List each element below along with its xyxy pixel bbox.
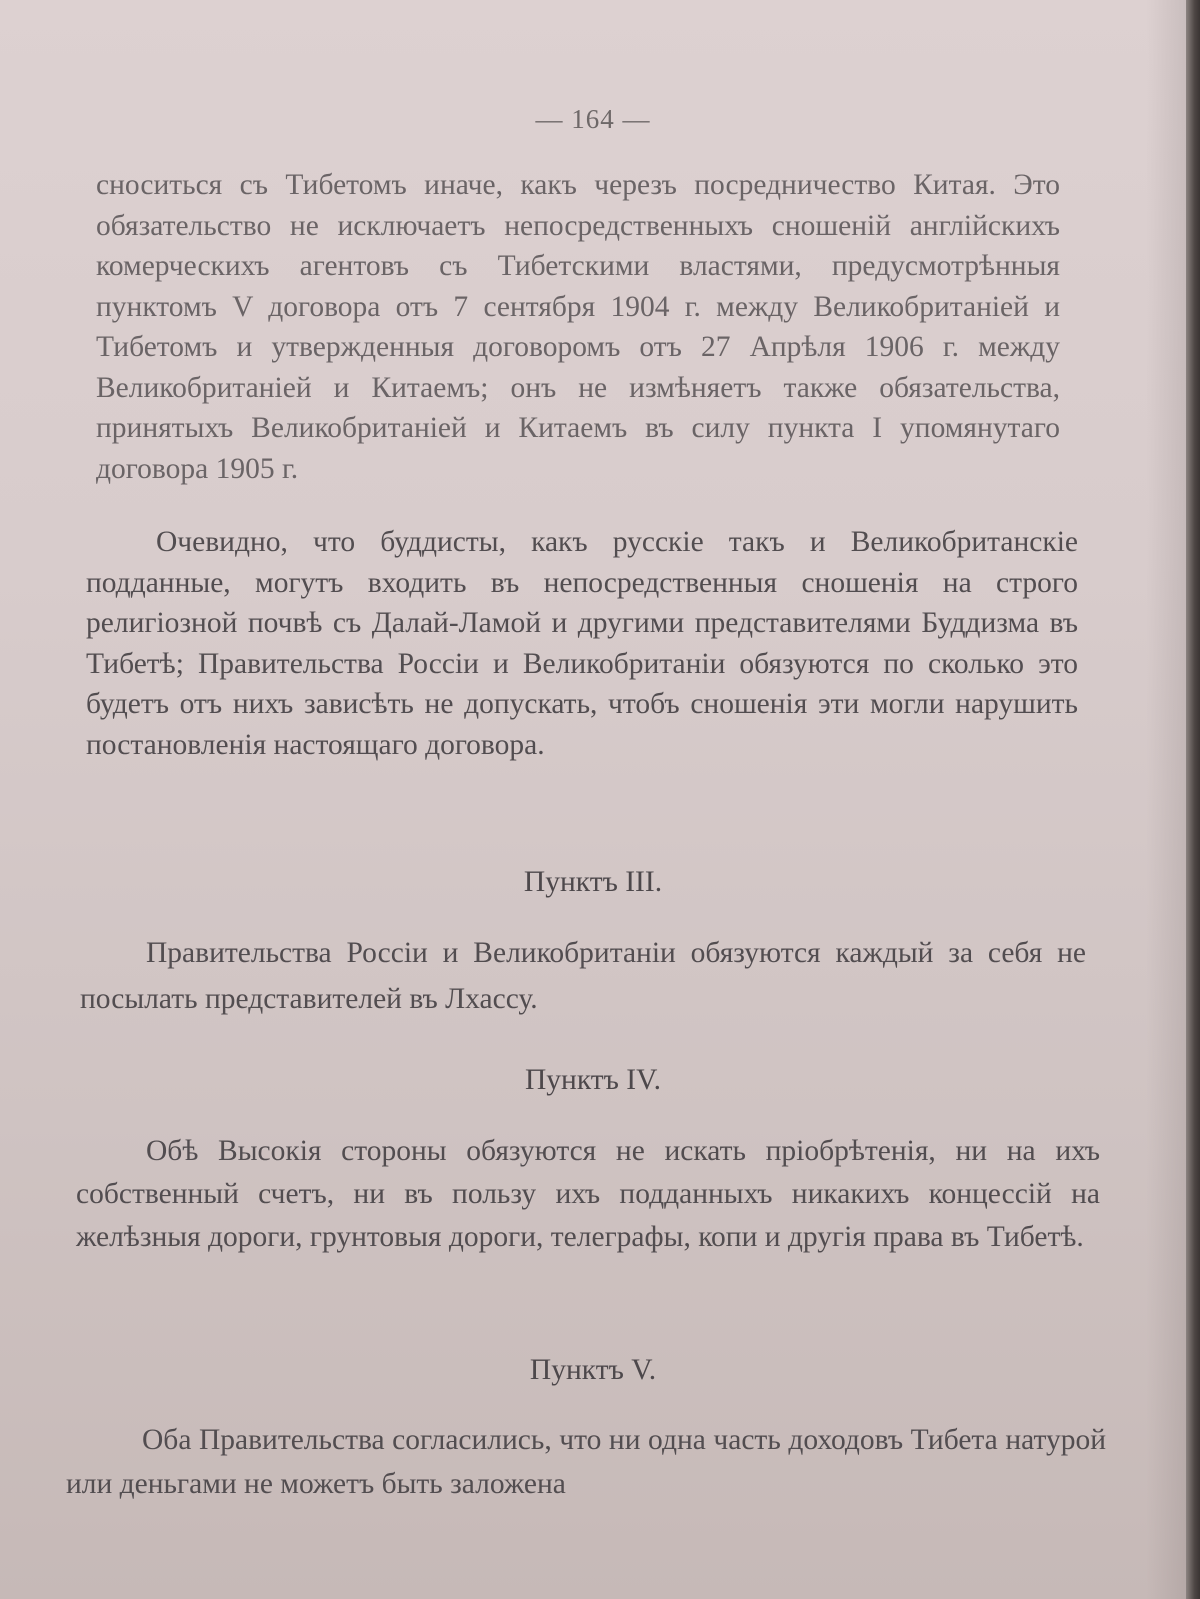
- heading-article-5: Пунктъ V.: [529, 1354, 657, 1386]
- paragraph-article-4: Обѣ Высокія стороны обязуются не искать пріобрѣтенія, ни на ихъ собственный счетъ, ни въ пользу ихъ подданныхъ никакихъ концессій на желѣзныя дороги, грунтовыя дороги, телеграфы, копи и другія права въ Тибетѣ.: [76, 1135, 1100, 1253]
- heading-article-4: Пунктъ IV.: [524, 1064, 661, 1096]
- paragraph-article-5: Оба Правительства согласились, что ни одна часть доходовъ Тибета натурой или деньгами не можетъ быть заложена: [66, 1424, 1106, 1500]
- paragraph-buddhists: Очевидно, что буддисты, какъ русскіе такъ и Великобританскіе подданные, могутъ входить въ непосредственныя сношенія на строго религіозной почвѣ съ Далай-Ламой и другими представителями Буддизма въ Тибетѣ; Правительства Россіи и Великобританіи обязуются по сколько это будетъ отъ нихъ зависѣть не допускать, чтобъ сношенія эти могли нарушить постановленія настоящаго договора.: [86, 526, 1078, 761]
- paragraph-continuation: сноситься съ Тибетомъ иначе, какъ черезъ посредничество Китая. Это обязательство не исключаетъ непосредственныхъ сношеній англійскихъ комерческихъ агентовъ съ Тибетскими властями, предусмотрѣнныя пунктомъ V договора отъ 7 сентября 1904 г. между Великобританіей и Тибетомъ и утвержденныя договоромъ отъ 27 Апрѣля 1906 г. между Великобританіей и Китаемъ; онъ не измѣняетъ также обязательства, принятыхъ Великобританіей и Китаемъ въ силу пункта I упомянутаго договора 1905 г.: [96, 169, 1060, 485]
- heading-article-3: Пунктъ III.: [523, 866, 663, 898]
- paragraph-article-3: Правительства Россіи и Великобританіи обязуются каждый за себя не посылать представителей въ Лхассу.: [80, 937, 1086, 1015]
- book-edge-shadow: [1186, 0, 1200, 1599]
- page-number: — 164 —: [535, 104, 651, 134]
